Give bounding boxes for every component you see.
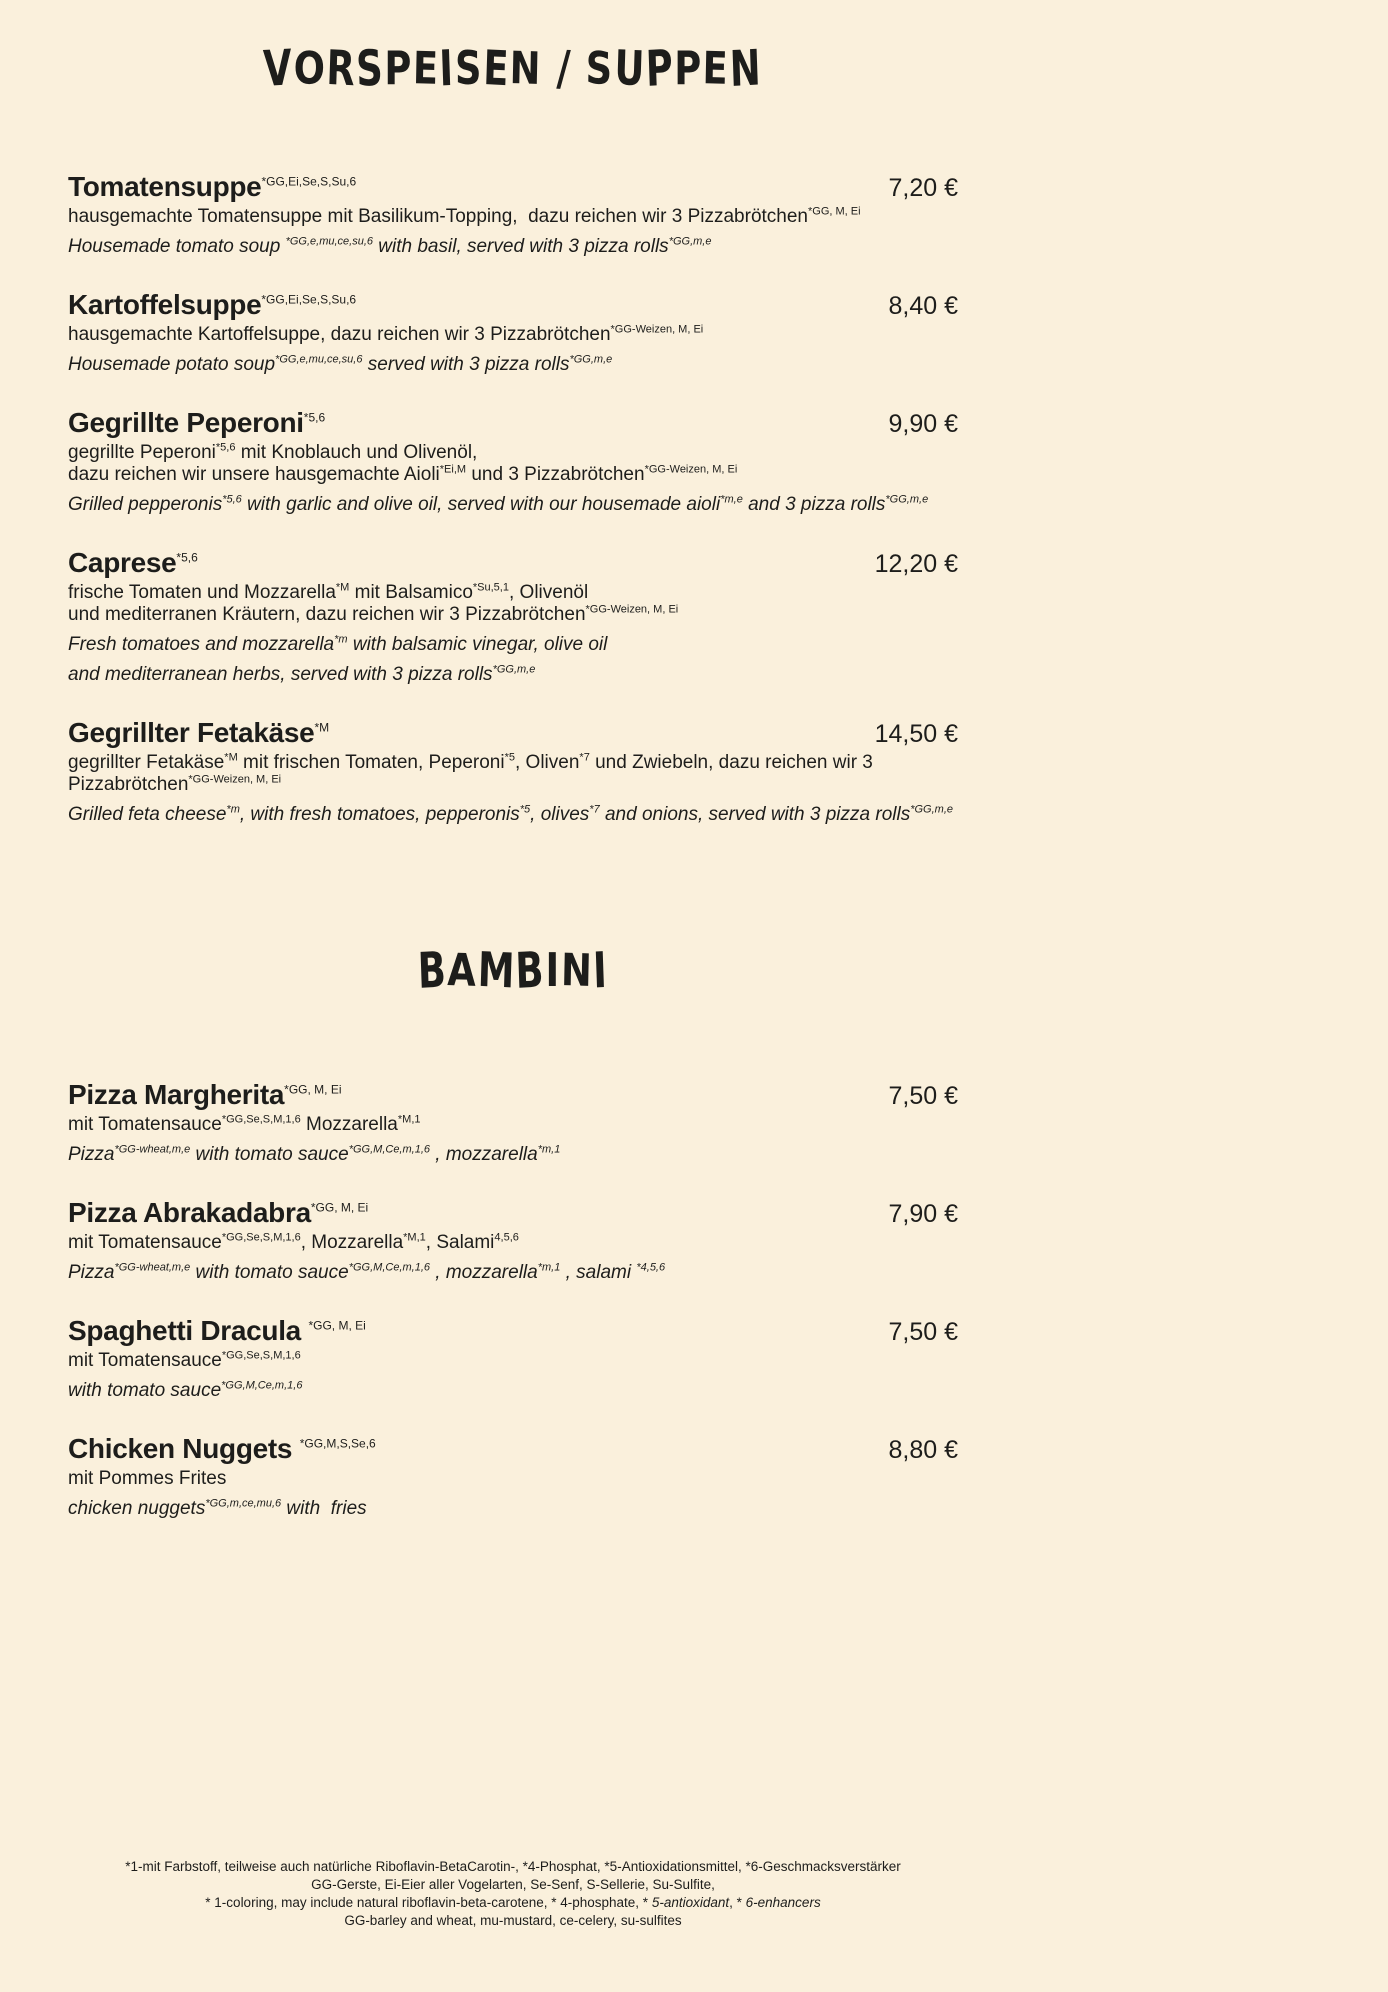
text-segment: und 3 Pizzabrötchen	[466, 464, 645, 485]
title-letter: R	[325, 39, 358, 97]
item-description-de	[68, 1114, 958, 1136]
item-name-text: Pizza Margherita	[68, 1079, 285, 1110]
title-letter: V	[262, 38, 295, 98]
text-segment: served with 3 pizza rolls	[362, 354, 570, 375]
item-name-text: Gegrillter Fetakäse	[68, 717, 315, 748]
text-segment: 6-enhancers	[745, 1895, 821, 1910]
text-segment: Pizza	[68, 1144, 115, 1165]
allergen-superscript: *GG-Weizen, M, Ei	[610, 323, 704, 336]
text-segment: Pizza	[68, 1262, 115, 1283]
title-letter	[543, 42, 557, 94]
text-segment: gegrillte Peperoni	[68, 442, 216, 463]
allergen-superscript: *m,1	[537, 1261, 561, 1274]
allergen-superscript: *m	[226, 803, 240, 816]
section-title	[68, 38, 958, 98]
allergen-superscript: *GG-Weizen, M, Ei	[585, 603, 679, 616]
allergen-superscript: *GG,e,mu,ce,su,6	[285, 235, 374, 248]
item-name	[68, 170, 958, 204]
text-segment: gegrillter Fetakäse	[68, 752, 225, 773]
allergen-superscript: *GG,m,e	[668, 235, 712, 248]
title-letter: N	[509, 41, 544, 95]
allergen-superscript: *M	[224, 751, 238, 764]
allergen-superscript: *GG,Se,S,M,1,6	[221, 1113, 301, 1126]
item-name	[68, 716, 958, 750]
allergen-footer	[68, 1858, 958, 1930]
item-price: 8,40 €	[888, 292, 958, 320]
allergen-superscript: *GG,M,S,Se,6	[299, 1436, 376, 1451]
item-description-de	[68, 324, 958, 346]
footer-line	[68, 1876, 958, 1894]
allergen-superscript: *GG,m,ce,mu,6	[205, 1497, 282, 1510]
text-segment: and mediterranean herbs, served with 3 pizza rolls	[68, 664, 493, 685]
title-letter: E	[702, 41, 731, 95]
allergen-superscript: *GG-Weizen, M, Ei	[644, 463, 738, 476]
menu-item	[68, 716, 958, 826]
item-name-text: Tomatensuppe	[68, 171, 262, 202]
title-letter: U	[613, 39, 647, 97]
allergen-superscript: *GG-wheat,m,e	[114, 1143, 191, 1156]
item-name	[68, 1196, 958, 1230]
text-segment: , olives	[530, 804, 590, 825]
section-title	[68, 940, 958, 1000]
item-description-de	[68, 604, 958, 626]
title-letter: N	[728, 38, 764, 98]
menu-section	[68, 940, 958, 1520]
menu-section	[68, 38, 958, 826]
allergen-superscript: *GG,m,e	[885, 493, 929, 506]
item-price: 12,20 €	[874, 550, 958, 578]
footer-line	[68, 1894, 958, 1912]
menu-item	[68, 1078, 958, 1166]
item-name-text: Kartoffelsuppe	[68, 289, 262, 320]
title-letter: S	[355, 38, 386, 98]
title-letter: P	[674, 41, 704, 95]
menu-item	[68, 288, 958, 376]
item-description-de	[68, 206, 958, 228]
text-segment: *1-mit Farbstoff, teilweise auch natürliche Riboflavin-BetaCarotin-, *4-Phosphat, *5-Antioxidationsmittel, *6-Geschmacksverstärker	[125, 1859, 901, 1874]
item-description-de	[68, 1350, 958, 1372]
text-segment: with tomato sauce	[68, 1380, 222, 1401]
text-segment: chicken nuggets	[68, 1498, 206, 1519]
title-letter: P	[645, 38, 676, 98]
item-description-de	[68, 752, 958, 796]
item-name-text: Pizza Abrakadabra	[68, 1197, 311, 1228]
item-description-en	[68, 494, 958, 516]
item-description-en	[68, 1498, 958, 1520]
item-description-en	[68, 634, 958, 656]
menu-content	[68, 0, 958, 1550]
allergen-superscript: *5	[519, 803, 531, 816]
title-letter: N	[560, 943, 594, 997]
text-segment: mit frischen Tomaten, Peperoni	[237, 752, 505, 773]
allergen-superscript: *Ei,M	[439, 463, 467, 476]
allergen-superscript: *GG,Se,S,M,1,6	[221, 1349, 301, 1362]
title-letter: M	[476, 941, 517, 999]
text-segment: mit Tomatensauce	[68, 1114, 222, 1135]
allergen-superscript: *GG, M, Ei	[308, 1318, 366, 1333]
text-segment: Grilled feta cheese	[68, 804, 227, 825]
text-segment: mit Balsamico	[349, 582, 473, 603]
text-segment: * 1-coloring, may include natural riboflavin-beta-carotene, * 4-phosphate, *	[205, 1895, 652, 1910]
allergen-superscript: *GG,M,Ce,m,1,6	[348, 1143, 430, 1156]
text-segment: Housemade tomato soup	[68, 236, 286, 257]
allergen-superscript: *5,6	[303, 410, 326, 425]
allergen-superscript: *4,5,6	[636, 1261, 666, 1274]
text-segment: , *	[729, 1895, 746, 1910]
allergen-superscript: *M,1	[403, 1231, 426, 1244]
text-segment: with tomato sauce	[190, 1144, 349, 1165]
allergen-superscript: *m,1	[537, 1143, 561, 1156]
allergen-superscript: *5,6	[176, 550, 198, 565]
item-price: 7,20 €	[888, 174, 958, 202]
item-price: 9,90 €	[888, 410, 958, 438]
allergen-superscript: *GG,e,mu,ce,su,6	[275, 353, 363, 366]
footer-line	[68, 1912, 958, 1930]
text-segment: frische Tomaten und Mozzarella	[68, 582, 336, 603]
menu-item	[68, 406, 958, 516]
allergen-superscript: *5	[504, 751, 515, 764]
allergen-superscript: *5,6	[215, 441, 236, 454]
title-letter: I	[545, 943, 561, 997]
allergen-superscript: *7	[579, 751, 590, 764]
allergen-superscript: *GG,m,e	[569, 353, 613, 366]
text-segment: with garlic and olive oil, served with our housemade aioli	[241, 494, 721, 515]
title-letter: E	[412, 41, 441, 95]
text-segment: , mozzarella	[430, 1144, 538, 1165]
text-segment: Mozzarella	[300, 1114, 398, 1135]
item-name	[68, 1432, 958, 1466]
section-title-text	[416, 940, 610, 1000]
item-description-de	[68, 582, 958, 604]
text-segment: , with fresh tomatoes, pepperonis	[239, 804, 520, 825]
allergen-superscript: *GG-Weizen, M, Ei	[188, 773, 282, 786]
item-description-en	[68, 1262, 958, 1284]
title-letter: B	[416, 940, 449, 1000]
allergen-superscript: *M	[314, 720, 330, 735]
allergen-superscript: *7	[589, 803, 600, 816]
text-segment: und Zwiebeln, dazu reichen wir 3 Pizzabrötchen	[68, 752, 879, 795]
text-segment: , mozzarella	[430, 1262, 538, 1283]
item-price: 8,80 €	[888, 1436, 958, 1464]
title-letter: S	[585, 41, 616, 95]
item-name-text: Caprese	[68, 547, 177, 578]
allergen-superscript: *GG-wheat,m,e	[114, 1261, 191, 1274]
item-description-de	[68, 1468, 958, 1490]
item-price: 14,50 €	[874, 720, 958, 748]
text-segment: with basil, served with 3 pizza rolls	[373, 236, 669, 257]
footer-line	[68, 1858, 958, 1876]
item-name-text: Spaghetti Dracula	[68, 1315, 309, 1346]
title-letter: P	[384, 41, 414, 95]
title-letter: I	[439, 38, 457, 98]
text-segment: 5-antioxidant	[651, 1895, 730, 1910]
item-description-de	[68, 442, 958, 464]
allergen-superscript: *GG,m,e	[910, 803, 953, 816]
text-segment: mit Knoblauch und Olivenöl,	[235, 442, 478, 463]
item-price: 7,50 €	[888, 1082, 958, 1110]
allergen-superscript: *M,1	[397, 1113, 421, 1126]
text-segment: , Oliven	[515, 752, 580, 773]
menu-item	[68, 170, 958, 258]
text-segment: and onions, served with 3 pizza rolls	[599, 804, 911, 825]
text-segment: , salami	[560, 1262, 637, 1283]
item-name	[68, 288, 958, 322]
item-description-de	[68, 464, 958, 486]
item-name	[68, 1078, 958, 1112]
title-letter: O	[293, 41, 328, 95]
allergen-superscript: *GG,Se,S,M,1,6	[221, 1231, 301, 1244]
item-description-en	[68, 1144, 958, 1166]
allergen-superscript: *GG, M, Ei	[284, 1082, 342, 1097]
item-name-text: Chicken Nuggets	[68, 1433, 300, 1464]
item-name	[68, 1314, 958, 1348]
menu-item	[68, 1314, 958, 1402]
item-price: 7,50 €	[888, 1318, 958, 1346]
item-description-de	[68, 1232, 958, 1254]
title-letter: /	[556, 39, 573, 97]
allergen-superscript: *GG,M,Ce,m,1,6	[348, 1261, 430, 1274]
allergen-superscript: *GG,Ei,Se,S,Su,6	[261, 292, 357, 307]
text-segment: and 3 pizza rolls	[742, 494, 886, 515]
allergen-superscript: *GG,M,Ce,m,1,6	[221, 1379, 303, 1392]
menu-item	[68, 546, 958, 686]
allergen-superscript: 4,5,6	[494, 1231, 519, 1244]
item-description-en	[68, 804, 958, 826]
allergen-superscript: *GG, M, Ei	[310, 1200, 369, 1215]
title-letter: A	[446, 943, 478, 997]
allergen-superscript: *m,e	[720, 493, 743, 506]
menu-item	[68, 1432, 958, 1520]
text-segment: with fries	[281, 1498, 367, 1519]
allergen-superscript: *GG,Ei,Se,S,Su,6	[261, 174, 357, 189]
text-segment: Grilled pepperonis	[68, 494, 223, 515]
allergen-superscript: *5,6	[222, 493, 242, 506]
allergen-superscript: *m	[334, 633, 348, 646]
title-letter: I	[592, 940, 610, 1000]
item-description-en	[68, 664, 958, 686]
title-letter: E	[482, 39, 512, 97]
section-title-text	[262, 38, 764, 98]
text-segment: und mediterranen Kräutern, dazu reichen wir 3 Pizzabrötchen	[68, 604, 586, 625]
allergen-superscript: *M	[335, 581, 350, 594]
menu-item	[68, 1196, 958, 1284]
item-name	[68, 406, 958, 440]
item-name	[68, 546, 958, 580]
text-segment: Fresh tomatoes and mozzarella	[68, 634, 335, 655]
text-segment: , Mozzarella	[300, 1232, 404, 1253]
text-segment: mit Tomatensauce	[68, 1232, 222, 1253]
text-segment: , Olivenöl	[508, 582, 589, 603]
text-segment: dazu reichen wir unsere hausgemachte Aioli	[68, 464, 440, 485]
allergen-superscript: *Su,5,1	[472, 581, 509, 594]
text-segment: hausgemachte Kartoffelsuppe, dazu reichen wir 3 Pizzabrötchen	[68, 324, 611, 345]
item-description-en	[68, 236, 958, 258]
title-letter: B	[514, 940, 547, 1000]
item-price: 7,90 €	[888, 1200, 958, 1228]
item-name-text: Gegrillte Peperoni	[68, 407, 304, 438]
text-segment: GG-Gerste, Ei-Eier aller Vogelarten, Se-Senf, S-Sellerie, Su-Sulfite,	[311, 1877, 715, 1892]
text-segment: with tomato sauce	[190, 1262, 349, 1283]
text-segment: with balsamic vinegar, olive oil	[347, 634, 608, 655]
text-segment: GG-barley and wheat, mu-mustard, ce-celery, su-sulfites	[344, 1913, 682, 1928]
text-segment: mit Pommes Frites	[68, 1468, 227, 1489]
text-segment: hausgemachte Tomatensuppe mit Basilikum-Topping, dazu reichen wir 3 Pizzabrötchen	[68, 206, 808, 227]
allergen-superscript: *GG,m,e	[492, 663, 536, 676]
title-letter: S	[455, 41, 484, 95]
text-segment: , Salami	[425, 1232, 495, 1253]
text-segment: mit Tomatensauce	[68, 1350, 222, 1371]
text-segment: Housemade potato soup	[68, 354, 276, 375]
allergen-superscript: *GG, M, Ei	[808, 205, 861, 218]
item-description-en	[68, 1380, 958, 1402]
item-description-en	[68, 354, 958, 376]
